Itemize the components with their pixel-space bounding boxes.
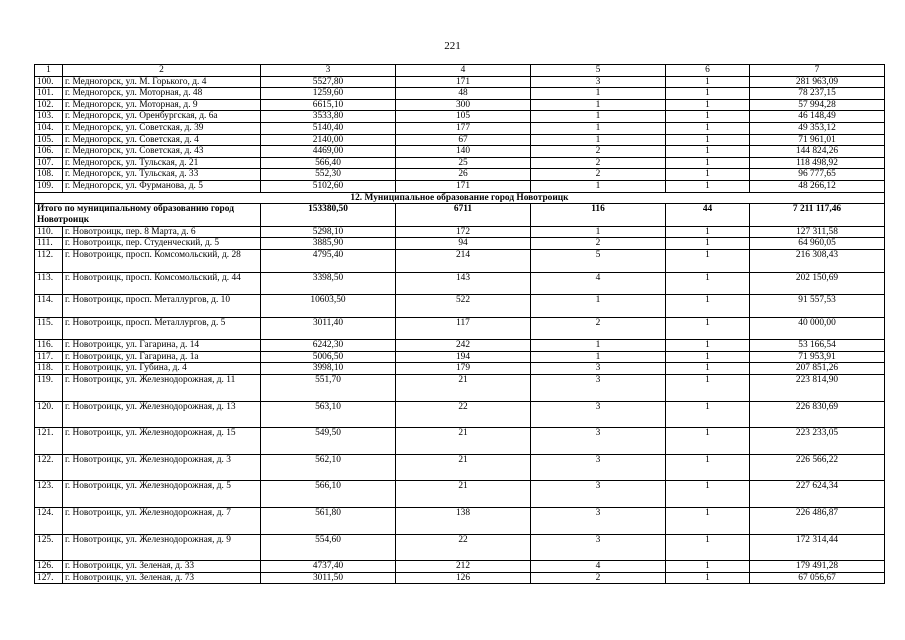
- table-cell: г. Новотроицк, просп. Комсомольский, д. 44: [63, 272, 261, 295]
- table-cell: 5006,50: [261, 351, 396, 363]
- table-cell: 7 211 117,46: [750, 204, 885, 227]
- table-cell: г. Медногорск, ул. Оренбургская, д. 6а: [63, 111, 261, 123]
- table-cell: г. Новотроицк, ул. Зеленая, д. 33: [63, 561, 261, 573]
- table-cell: 3: [531, 508, 666, 535]
- header-cell: 1: [35, 65, 63, 77]
- table-cell: 1259,60: [261, 88, 396, 100]
- table-cell: г. Медногорск, ул. Советская, д. 43: [63, 146, 261, 158]
- table-cell: 223 233,05: [750, 428, 885, 455]
- table-cell: 1: [666, 272, 750, 295]
- table-cell: 3998,10: [261, 363, 396, 375]
- table-cell: 172 314,44: [750, 534, 885, 561]
- table-cell: 5527,80: [261, 76, 396, 88]
- table-cell: 214: [396, 249, 531, 272]
- table-row: [35, 428, 885, 455]
- table-body: [35, 65, 885, 584]
- table-cell: 102.: [35, 99, 63, 111]
- table-cell: 549,50: [261, 428, 396, 455]
- table-cell: 71 953,91: [750, 351, 885, 363]
- table-cell: 4737,40: [261, 561, 396, 573]
- table-row: [35, 88, 885, 100]
- table-cell: г. Новотроицк, ул. Гагарина, д. 14: [63, 340, 261, 352]
- table-cell: 1: [666, 111, 750, 123]
- table-cell: 49 353,12: [750, 122, 885, 134]
- table-row: [35, 111, 885, 123]
- table-row: [35, 317, 885, 340]
- table-cell: 25: [396, 157, 531, 169]
- section-row: [35, 192, 885, 204]
- header-cell: 6: [666, 65, 750, 77]
- table-cell: г. Новотроицк, ул. Гагарина, д. 1а: [63, 351, 261, 363]
- table-cell: 2: [531, 157, 666, 169]
- table-cell: 1: [666, 375, 750, 402]
- table-cell: 1: [666, 169, 750, 181]
- table-cell: 3: [531, 534, 666, 561]
- table-cell: 1: [666, 428, 750, 455]
- table-cell: 1: [666, 401, 750, 428]
- table-row: [35, 351, 885, 363]
- table-cell: 22: [396, 401, 531, 428]
- table-cell: г. Новотроицк, ул. Железнодорожная, д. 9: [63, 534, 261, 561]
- table-cell: 1: [666, 481, 750, 508]
- table-cell: 113.: [35, 272, 63, 295]
- header-row: [35, 65, 885, 77]
- table-cell: 4: [531, 272, 666, 295]
- table-cell: 138: [396, 508, 531, 535]
- table-cell: 21: [396, 375, 531, 402]
- table-cell: 1: [666, 99, 750, 111]
- table-row: [35, 295, 885, 318]
- header-cell: 3: [261, 65, 396, 77]
- table-cell: 1: [531, 99, 666, 111]
- table-cell: 1: [666, 572, 750, 584]
- table-cell: 226 830,69: [750, 401, 885, 428]
- table-cell: г. Медногорск, ул. Моторная, д. 9: [63, 99, 261, 111]
- table-cell: 108.: [35, 169, 63, 181]
- table-cell: 112.: [35, 249, 63, 272]
- table-row: [35, 249, 885, 272]
- table-cell: 1: [531, 88, 666, 100]
- table-cell: 202 150,69: [750, 272, 885, 295]
- table-cell: 5140,40: [261, 122, 396, 134]
- table-cell: 1: [531, 134, 666, 146]
- table-cell: 126.: [35, 561, 63, 573]
- table-cell: 281 963,09: [750, 76, 885, 88]
- table-cell: 118.: [35, 363, 63, 375]
- table-cell: 171: [396, 180, 531, 192]
- table-row: [35, 534, 885, 561]
- table-cell: 91 557,53: [750, 295, 885, 318]
- table-cell: 1: [666, 363, 750, 375]
- table-cell: 177: [396, 122, 531, 134]
- table-cell: 44: [666, 204, 750, 227]
- header-cell: 5: [531, 65, 666, 77]
- table-cell: 110.: [35, 226, 63, 238]
- table-cell: 3: [531, 363, 666, 375]
- table-cell: 124.: [35, 508, 63, 535]
- table-cell: 6242,30: [261, 340, 396, 352]
- table-cell: 103.: [35, 111, 63, 123]
- table-cell: 6615,10: [261, 99, 396, 111]
- table-cell: 3: [531, 428, 666, 455]
- header-cell: 2: [63, 65, 261, 77]
- table-cell: 1: [666, 534, 750, 561]
- table-row: [35, 401, 885, 428]
- table-cell: 123.: [35, 481, 63, 508]
- table-cell: 143: [396, 272, 531, 295]
- table-row: [35, 180, 885, 192]
- table-cell: 40 000,00: [750, 317, 885, 340]
- table-cell: 1: [666, 122, 750, 134]
- table-cell: 1: [666, 249, 750, 272]
- table-cell: 552,30: [261, 169, 396, 181]
- table-cell: 67: [396, 134, 531, 146]
- table-cell: 1: [666, 340, 750, 352]
- table-row: [35, 272, 885, 295]
- table-cell: 1: [531, 295, 666, 318]
- table-cell: 122.: [35, 454, 63, 481]
- housing-table: [34, 64, 885, 584]
- table-cell: 242: [396, 340, 531, 352]
- table-cell: 1: [666, 454, 750, 481]
- table-cell: 3011,50: [261, 572, 396, 584]
- table-cell: 3011,40: [261, 317, 396, 340]
- table-cell: 3: [531, 375, 666, 402]
- table-cell: г. Новотроицк, ул. Железнодорожная, д. 11: [63, 375, 261, 402]
- table-row: [35, 146, 885, 158]
- table-cell: г. Новотроицк, ул. Железнодорожная, д. 3: [63, 454, 261, 481]
- table-cell: г. Медногорск, ул. Советская, д. 4: [63, 134, 261, 146]
- table-cell: г. Новотроицк, ул. Железнодорожная, д. 5: [63, 481, 261, 508]
- table-cell: 5102,60: [261, 180, 396, 192]
- table-cell: 116: [531, 204, 666, 227]
- table-cell: 104.: [35, 122, 63, 134]
- table-cell: г. Медногорск, ул. Тульская, д. 33: [63, 169, 261, 181]
- table-cell: 57 994,28: [750, 99, 885, 111]
- table-cell: 96 777,65: [750, 169, 885, 181]
- table-cell: 1: [666, 317, 750, 340]
- table-cell: 71 961,01: [750, 134, 885, 146]
- table-cell: 111.: [35, 238, 63, 250]
- table-cell: 3885,90: [261, 238, 396, 250]
- table-cell: 100.: [35, 76, 63, 88]
- table-cell: 216 308,43: [750, 249, 885, 272]
- table-row: [35, 134, 885, 146]
- table-cell: 26: [396, 169, 531, 181]
- table-cell: 22: [396, 534, 531, 561]
- table-cell: 227 624,34: [750, 481, 885, 508]
- table-cell: 105: [396, 111, 531, 123]
- table-cell: 127 311,58: [750, 226, 885, 238]
- total-label: Итого по муниципальному образованию город Новотроицк: [35, 204, 261, 227]
- table-cell: 562,10: [261, 454, 396, 481]
- table-cell: 6711: [396, 204, 531, 227]
- header-cell: 4: [396, 65, 531, 77]
- table-cell: 561,80: [261, 508, 396, 535]
- table-cell: 1: [666, 180, 750, 192]
- table-cell: 171: [396, 76, 531, 88]
- table-cell: 115.: [35, 317, 63, 340]
- table-cell: 117.: [35, 351, 63, 363]
- table-cell: 140: [396, 146, 531, 158]
- table-cell: 3: [531, 76, 666, 88]
- total-row: [35, 204, 885, 227]
- table-cell: г. Новотроицк, ул. Зеленая, д. 73: [63, 572, 261, 584]
- table-cell: 172: [396, 226, 531, 238]
- table-cell: 4469,00: [261, 146, 396, 158]
- table-cell: 119.: [35, 375, 63, 402]
- table-cell: 67 056,67: [750, 572, 885, 584]
- table-cell: 1: [666, 146, 750, 158]
- table-cell: г. Новотроицк, ул. Железнодорожная, д. 13: [63, 401, 261, 428]
- table-cell: г. Новотроицк, пер. Студенческий, д. 5: [63, 238, 261, 250]
- table-cell: 1: [531, 351, 666, 363]
- table-cell: г. Новотроицк, просп. Комсомольский, д. 28: [63, 249, 261, 272]
- table-cell: 64 960,05: [750, 238, 885, 250]
- table-cell: 1: [531, 180, 666, 192]
- table-cell: 3: [531, 454, 666, 481]
- table-cell: 1: [666, 134, 750, 146]
- table-row: [35, 454, 885, 481]
- table-cell: г. Новотроицк, просп. Металлургов, д. 10: [63, 295, 261, 318]
- table-cell: г. Медногорск, ул. Советская, д. 39: [63, 122, 261, 134]
- table-cell: 10603,50: [261, 295, 396, 318]
- table-row: [35, 157, 885, 169]
- table-cell: 1: [531, 226, 666, 238]
- page-number: 221: [444, 40, 461, 52]
- table-cell: 5298,10: [261, 226, 396, 238]
- table-cell: 46 148,49: [750, 111, 885, 123]
- table-cell: г. Медногорск, ул. Тульская, д. 21: [63, 157, 261, 169]
- table-cell: 2140,00: [261, 134, 396, 146]
- table-cell: 101.: [35, 88, 63, 100]
- table-cell: 21: [396, 454, 531, 481]
- table-cell: 194: [396, 351, 531, 363]
- table-row: [35, 572, 885, 584]
- table-cell: 179: [396, 363, 531, 375]
- table-cell: 5: [531, 249, 666, 272]
- table-cell: 566,10: [261, 481, 396, 508]
- table-cell: 48: [396, 88, 531, 100]
- table-cell: 78 237,15: [750, 88, 885, 100]
- table-cell: 127.: [35, 572, 63, 584]
- table-cell: 566,40: [261, 157, 396, 169]
- table-cell: 3: [531, 401, 666, 428]
- section-title: 12. Муниципальное образование город Новотроицк: [35, 192, 885, 204]
- table-cell: 1: [666, 76, 750, 88]
- table-cell: 125.: [35, 534, 63, 561]
- table-cell: 1: [666, 351, 750, 363]
- table-cell: 551,70: [261, 375, 396, 402]
- table-cell: 2: [531, 572, 666, 584]
- table-cell: 212: [396, 561, 531, 573]
- table-cell: 226 566,22: [750, 454, 885, 481]
- table-cell: 179 491,28: [750, 561, 885, 573]
- table-cell: 554,60: [261, 534, 396, 561]
- table-cell: г. Новотроицк, пер. 8 Марта, д. 6: [63, 226, 261, 238]
- table-cell: 116.: [35, 340, 63, 352]
- table-cell: 120.: [35, 401, 63, 428]
- table-row: [35, 99, 885, 111]
- table-cell: 2: [531, 146, 666, 158]
- table-cell: 2: [531, 169, 666, 181]
- table-cell: 153380,50: [261, 204, 396, 227]
- table-cell: 121.: [35, 428, 63, 455]
- table-cell: 300: [396, 99, 531, 111]
- table-row: [35, 226, 885, 238]
- table-cell: 105.: [35, 134, 63, 146]
- table-cell: г. Новотроицк, ул. Железнодорожная, д. 7: [63, 508, 261, 535]
- table-row: [35, 238, 885, 250]
- table-cell: 3: [531, 481, 666, 508]
- table-cell: 21: [396, 428, 531, 455]
- table-cell: 1: [666, 157, 750, 169]
- table-cell: 107.: [35, 157, 63, 169]
- table-row: [35, 76, 885, 88]
- table-cell: 94: [396, 238, 531, 250]
- table-cell: 1: [531, 340, 666, 352]
- table-cell: 109.: [35, 180, 63, 192]
- table-cell: г. Медногорск, ул. Моторная, д. 48: [63, 88, 261, 100]
- table-cell: 106.: [35, 146, 63, 158]
- table-cell: 563,10: [261, 401, 396, 428]
- table-cell: 118 498,92: [750, 157, 885, 169]
- table-cell: 1: [666, 88, 750, 100]
- header-cell: 7: [750, 65, 885, 77]
- table-cell: 21: [396, 481, 531, 508]
- table-cell: 53 166,54: [750, 340, 885, 352]
- table-cell: 1: [666, 508, 750, 535]
- table-cell: г. Новотроицк, ул. Железнодорожная, д. 15: [63, 428, 261, 455]
- table-cell: 48 266,12: [750, 180, 885, 192]
- table-cell: 1: [666, 226, 750, 238]
- table-cell: 1: [666, 295, 750, 318]
- table-cell: 207 851,26: [750, 363, 885, 375]
- table-cell: 2: [531, 238, 666, 250]
- table-cell: 117: [396, 317, 531, 340]
- table-cell: 3533,80: [261, 111, 396, 123]
- table-cell: 1: [666, 561, 750, 573]
- table-row: [35, 122, 885, 134]
- table-cell: 2: [531, 317, 666, 340]
- table-cell: 223 814,90: [750, 375, 885, 402]
- table-cell: г. Новотроицк, ул. Губина, д. 4: [63, 363, 261, 375]
- table-cell: г. Новотроицк, просп. Металлургов, д. 5: [63, 317, 261, 340]
- table-cell: 4795,40: [261, 249, 396, 272]
- table-cell: 226 486,87: [750, 508, 885, 535]
- table-cell: 4: [531, 561, 666, 573]
- table-row: [35, 508, 885, 535]
- table-cell: 126: [396, 572, 531, 584]
- table-row: [35, 561, 885, 573]
- table-cell: 144 824,26: [750, 146, 885, 158]
- table-cell: 1: [666, 238, 750, 250]
- table-row: [35, 481, 885, 508]
- table-cell: 1: [531, 111, 666, 123]
- table-row: [35, 363, 885, 375]
- table-cell: 1: [531, 122, 666, 134]
- table-row: [35, 169, 885, 181]
- table-cell: 114.: [35, 295, 63, 318]
- table-row: [35, 375, 885, 402]
- table-cell: 522: [396, 295, 531, 318]
- table-cell: г. Медногорск, ул. М. Горького, д. 4: [63, 76, 261, 88]
- table-cell: г. Медногорск, ул. Фурманова, д. 5: [63, 180, 261, 192]
- table-row: [35, 340, 885, 352]
- table-cell: 3398,50: [261, 272, 396, 295]
